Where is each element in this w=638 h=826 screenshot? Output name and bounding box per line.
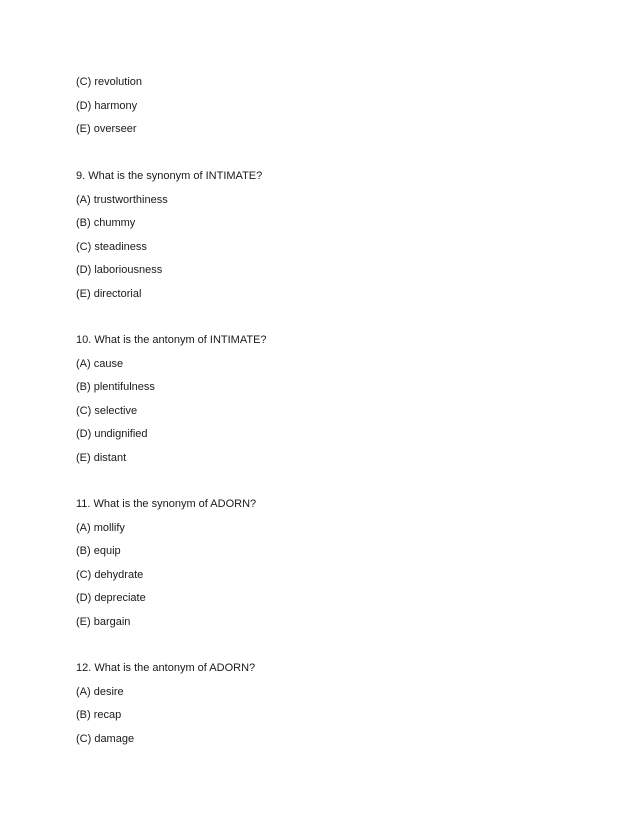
option-line: (A) trustworthiness xyxy=(76,194,168,206)
option-line: (D) depreciate xyxy=(76,592,146,604)
option-line: (A) mollify xyxy=(76,522,125,534)
question-line: 9. What is the synonym of INTIMATE? xyxy=(76,170,263,182)
question-line: 11. What is the synonym of ADORN? xyxy=(76,498,257,510)
question-line: 12. What is the antonym of ADORN? xyxy=(76,662,256,674)
option-line: (D) harmony xyxy=(76,100,138,112)
option-line: (B) chummy xyxy=(76,217,136,229)
option-line: (C) selective xyxy=(76,405,138,417)
option-line: (D) undignified xyxy=(76,428,148,440)
option-line: (C) dehydrate xyxy=(76,569,144,581)
option-line: (B) plentifulness xyxy=(76,381,155,393)
option-line: (E) distant xyxy=(76,452,127,464)
option-line: (E) overseer xyxy=(76,123,137,135)
option-line: (A) desire xyxy=(76,686,124,698)
option-line: (C) steadiness xyxy=(76,241,147,253)
question-line: 10. What is the antonym of INTIMATE? xyxy=(76,334,267,346)
option-line: (A) cause xyxy=(76,358,124,370)
option-line: (E) bargain xyxy=(76,616,131,628)
option-line: (E) directorial xyxy=(76,288,142,300)
option-line: (B) recap xyxy=(76,709,122,721)
option-line: (C) revolution xyxy=(76,76,143,88)
option-line: (B) equip xyxy=(76,545,121,557)
option-line: (D) laboriousness xyxy=(76,264,163,276)
option-line: (C) damage xyxy=(76,733,135,745)
